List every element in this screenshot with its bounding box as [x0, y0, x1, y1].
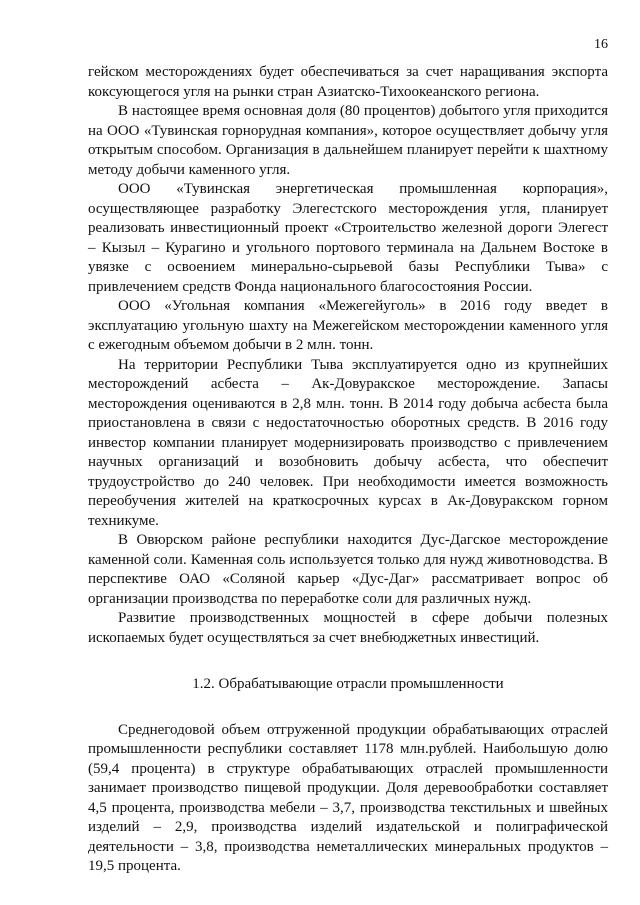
paragraph-asbestos: На территории Республики Тыва эксплуатируется одно из крупнейших месторождений асбеста – Ак-Довуракское месторождение. Запасы месторождения оцениваются в 2,8 млн. тонн. В 2014 году добыча асбеста была приостановлена в связи с недостаточностью оборотных средств. В 2016 году инвестор компании планирует модернизировать производство с привлечением научных организаций и возобновить добычу асбеста, что обеспечит трудоустройство до 240 человек. При необходимости имеется возможность переобучения жителей на краткосрочных курсах в Ак-Довуракском горном техникуме.: [88, 356, 608, 529]
paragraph-continuation: гейском месторождениях будет обеспечиваться за счет наращивания экспорта коксующегося угля на рынки стран Азиатско-Тихоокеанского региона.: [88, 64, 608, 100]
section-body: [88, 721, 608, 877]
paragraph-manufacturing: Среднегодовой объем отгруженной продукции обрабатывающих отраслей промышленности республики составляет 1178 млн.рублей. Наибольшую долю (59,4 процента) в структуре обрабатывающих отраслей промышленности занимает производство пищевой продукции. Доля деревообработки составляет 4,5 процента, производства мебели – 3,7, производства текстильных и швейных изделий – 2,9, производства изделий издательской и полиграфической деятельности – 3,8, производства неметаллических минеральных продуктов – 19,5 процента.: [88, 721, 608, 874]
document-page: [88, 0, 608, 905]
paragraph-tuvinskaya-energeticheskaya: ООО «Тувинская энергетическая промышленная корпорация», осуществляющее разработку Элегестского месторождения угля, планирует реализовать инвестиционный проект «Строительство железной дороги Элегест – Кызыл – Курагино и угольного портового терминала на Дальнем Востоке в увязке с освоением минерально-сырьевой базы Республики Тыва» с привлечением средств Фонда национального благосостояния России.: [88, 181, 608, 295]
paragraph-tuvinskaya-gornorudnaya: В настоящее время основная доля (80 процентов) добытого угля приходится на ООО «Тувинская горнорудная компания», которое осуществляет добычу угля открытым способом. Организация в дальнейшем планирует перейти к шахтному методу добычи каменного угля.: [88, 103, 608, 178]
paragraph-rock-salt: В Овюрском районе республики находится Дус-Дагское месторождение каменной соли. Каменная соль используется только для нужд животноводства. В перспективе ОАО «Соляной карьер «Дус-Даг» рассматривает вопрос об организации производства по переработке соли для различных нужд.: [88, 532, 608, 607]
section-heading: 1.2. Обрабатывающие отрасли промышленности: [192, 676, 504, 692]
page-number: 16: [594, 37, 608, 52]
paragraph-investments: Развитие производственных мощностей в сфере добычи полезных ископаемых будет осуществляться за счет внебюджетных инвестиций.: [88, 610, 608, 646]
paragraph-mezhegeyugol: ООО «Угольная компания «Межегейуголь» в 2016 году введет в эксплуатацию угольную шахту на Межегейском месторождении каменного угля с ежегодным объемом добычи в 2 млн. тонн.: [88, 298, 608, 353]
document-body: [88, 63, 608, 877]
